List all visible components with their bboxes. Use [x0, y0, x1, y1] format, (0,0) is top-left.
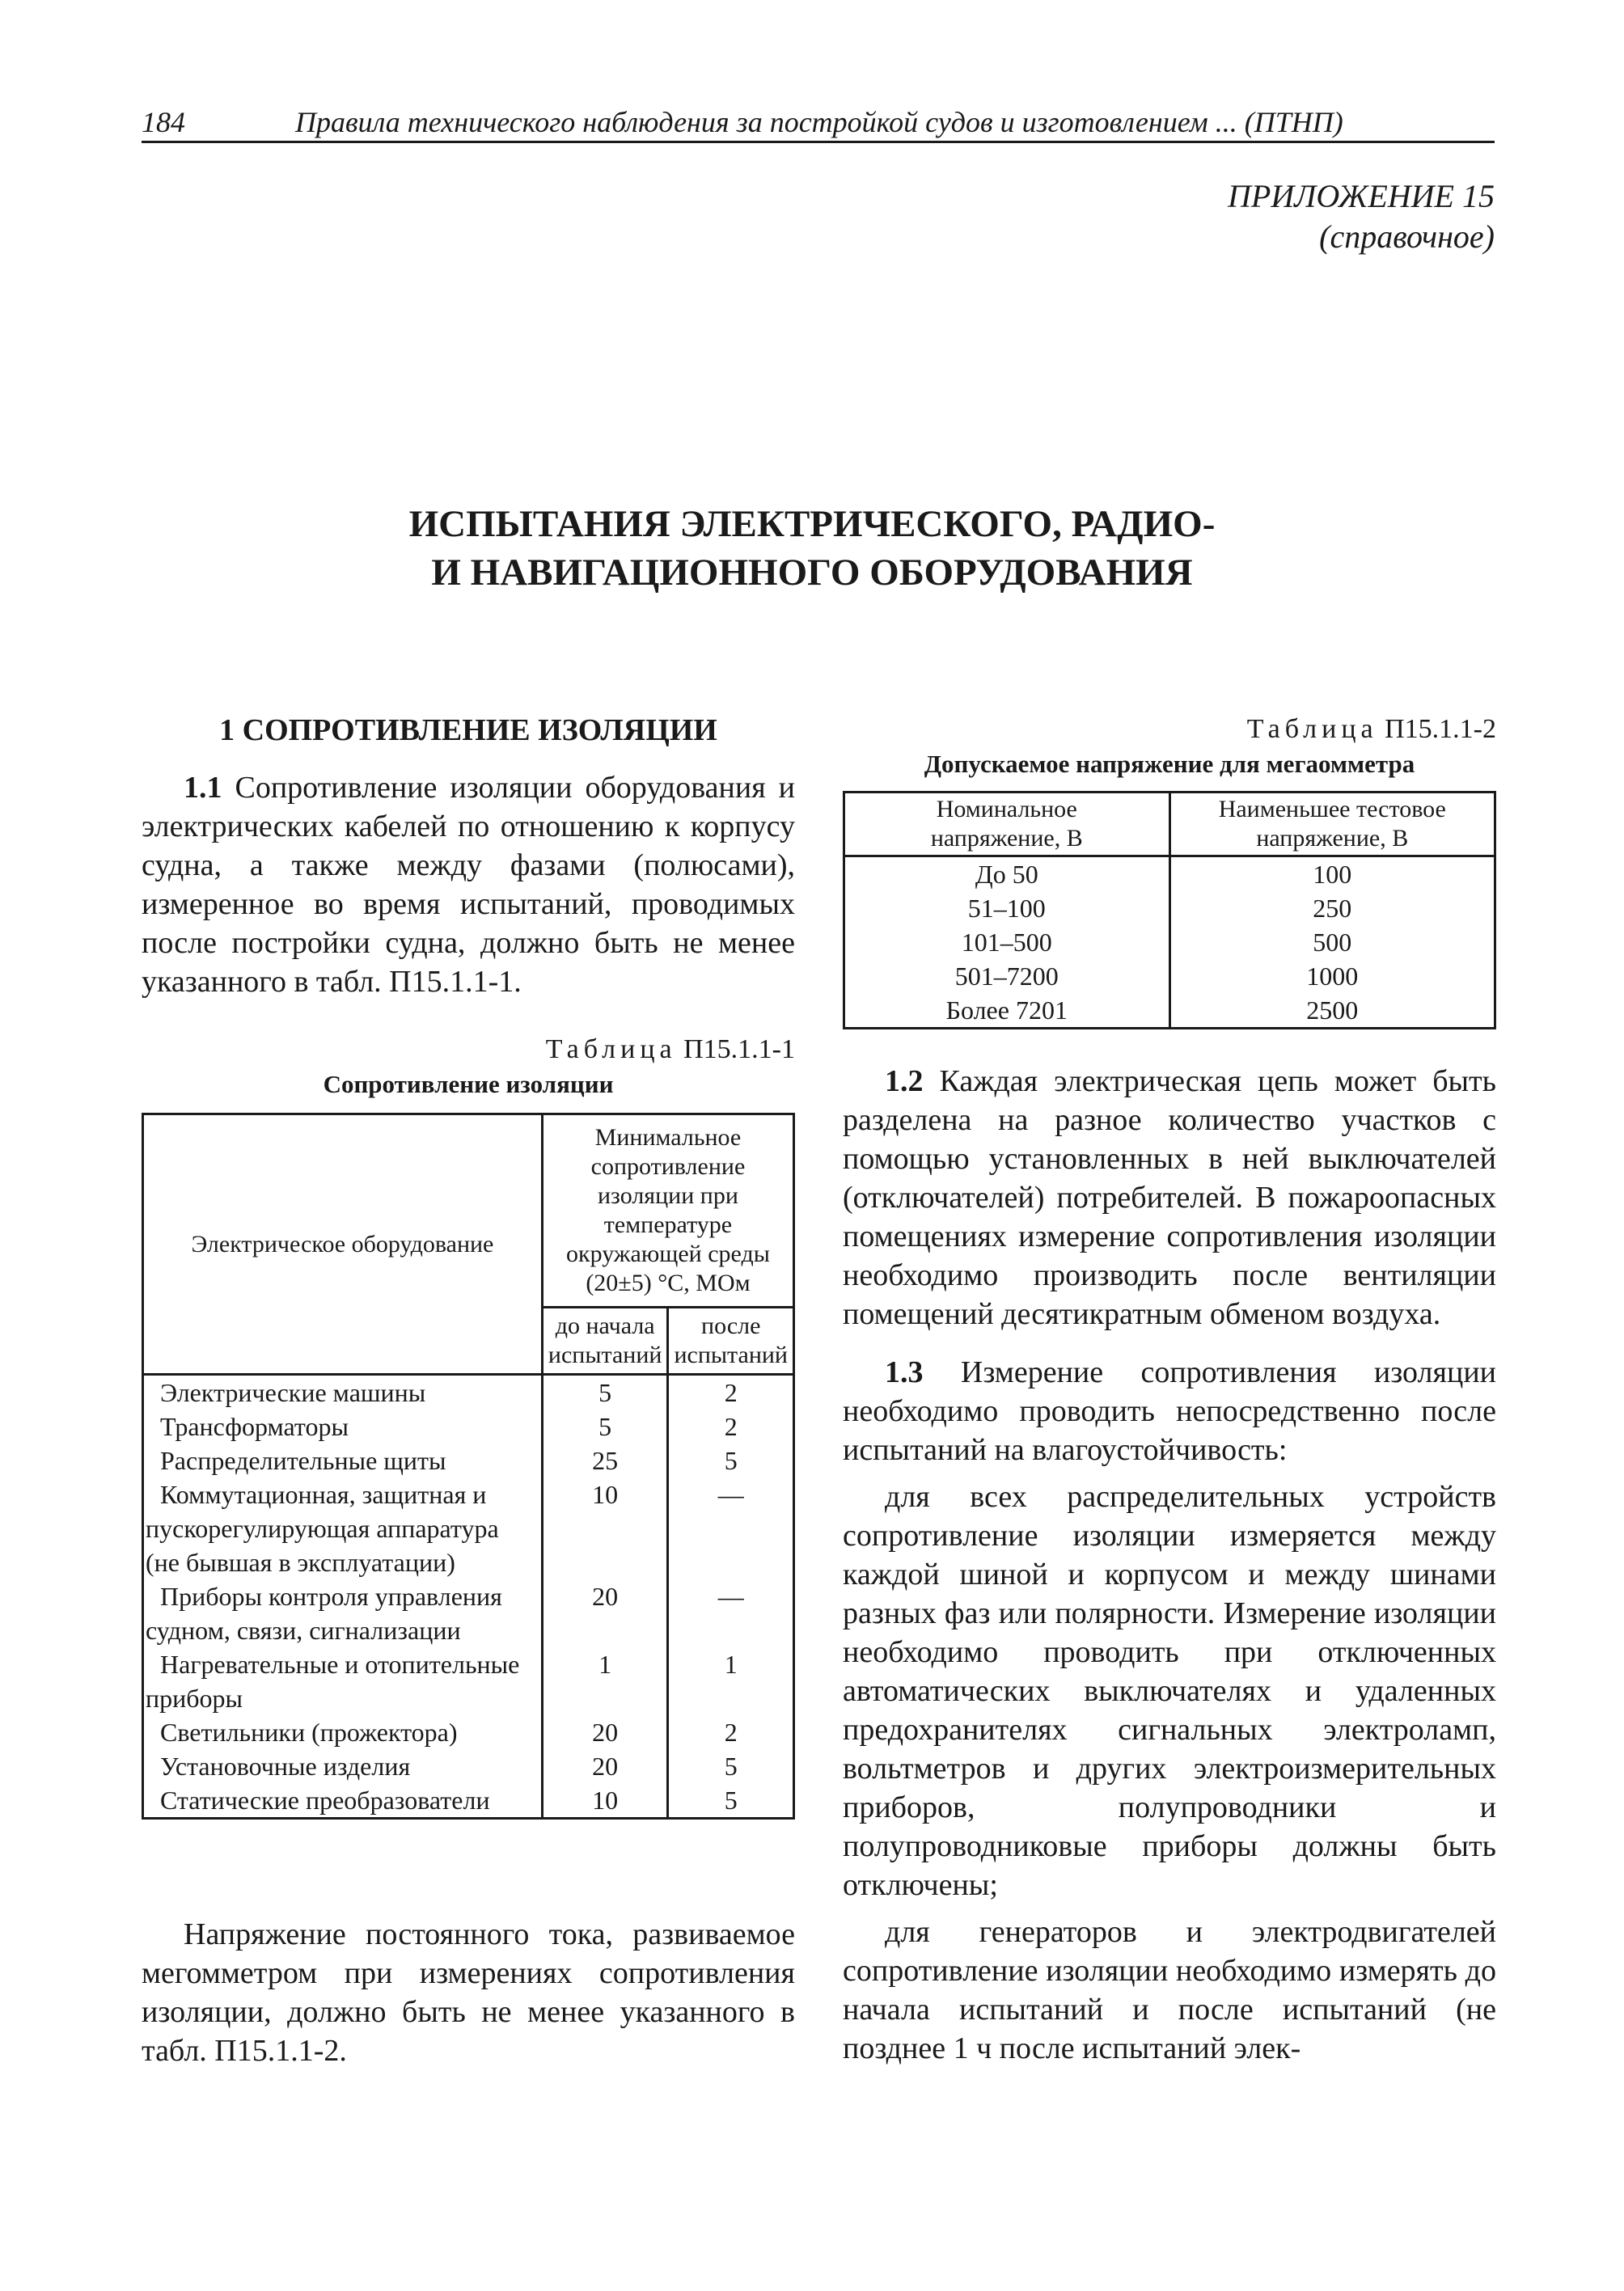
table1-caption-word: Таблица	[545, 1034, 677, 1064]
paragraph-voltage: Напряжение постоянного тока, развиваемое мегомметром при измерениях сопротивления изоляции, должно быть не менее указанного в табл. П15.1.1-2.	[142, 1917, 795, 2068]
section-heading: 1 СОПРОТИВЛЕНИЕ ИЗОЛЯЦИИ	[219, 713, 717, 747]
table1-title: Сопротивление изоляции	[323, 1070, 614, 1098]
paragraph-text: Измерение сопротивления изоляции необходимо проводить непосредственно после испытаний на влагоустойчивость:	[843, 1355, 1496, 1467]
table-row	[143, 1715, 794, 1749]
left-column	[142, 712, 795, 2070]
paragraph-switchboards: для всех распределительных устройств сопротивление изоляции измеряется между каждой шиной и корпусом и между шинами разных фаз или полярности. Измерение изоляции необходимо проводить при отключенных автоматических выключателях и удаленных предохранителях сигнальных электроламп, вольтметров и других электроизмерительных приборов, полупроводники и полупроводниковые приборы должны быть отключены;	[843, 1480, 1496, 1902]
header-rule	[142, 141, 1495, 143]
test-voltage-cell: 100	[1169, 856, 1495, 892]
table-row	[143, 1443, 794, 1477]
table-row	[844, 925, 1495, 959]
paragraph-1-1	[142, 768, 795, 1001]
before-cell: 1	[542, 1647, 668, 1715]
page-title	[0, 500, 1624, 597]
table-row	[143, 1477, 794, 1579]
table2-caption	[843, 712, 1496, 747]
paragraph-number: 1.2	[885, 1064, 924, 1098]
test-voltage-cell: 1000	[1169, 959, 1495, 993]
equipment-cell: Приборы контроля управления судном, связи, сигнализации	[143, 1579, 543, 1647]
before-cell: 5	[542, 1375, 668, 1410]
insulation-table-body	[143, 1375, 794, 1819]
table-row	[143, 1749, 794, 1783]
col-test-header: Наименьшее тестовое напряжение, В	[1169, 793, 1495, 856]
before-cell: 5	[542, 1410, 668, 1443]
paragraph-text: Каждая электрическая цепь может быть разделена на разное количество участков с помощью установленных в ней выключателей (отключателей) потребителей. В пожароопасных помещениях измерение сопротивления изоляции необходимо производить после вентиляции помещений десятикратным обменом воздуха.	[843, 1064, 1496, 1331]
page-title-line1: ИСПЫТАНИЯ ЭЛЕКТРИЧЕСКОГО, РАДИО-	[408, 503, 1216, 545]
after-cell: —	[668, 1477, 794, 1579]
after-cell: 2	[668, 1375, 794, 1410]
page-title-line2: И НАВИГАЦИОННОГО ОБОРУДОВАНИЯ	[431, 552, 1193, 594]
nominal-voltage-cell: Более 7201	[844, 993, 1170, 1029]
table-row	[844, 891, 1495, 925]
table-row	[844, 856, 1495, 892]
test-voltage-cell: 500	[1169, 925, 1495, 959]
megohmmeter-table	[843, 791, 1496, 1029]
paragraph-1-3	[843, 1353, 1496, 1469]
equipment-cell: Светильники (прожектора)	[143, 1715, 543, 1749]
col-before-header: до начала испытаний	[542, 1308, 668, 1375]
col-equipment-header: Электрическое оборудование	[143, 1114, 543, 1375]
col-after-header: после испытаний	[668, 1308, 794, 1375]
table1-caption-number: П15.1.1-1	[683, 1034, 795, 1064]
table2-caption-number: П15.1.1-2	[1385, 714, 1496, 744]
table-row	[143, 1375, 794, 1410]
paragraph-number: 1.3	[885, 1355, 924, 1389]
megohmmeter-table-body	[844, 856, 1495, 1029]
equipment-cell: Нагревательные и отопительные приборы	[143, 1647, 543, 1715]
test-voltage-cell: 2500	[1169, 993, 1495, 1029]
appendix-number: ПРИЛОЖЕНИЕ 15	[1228, 178, 1495, 214]
table2-caption-word: Таблица	[1246, 714, 1378, 744]
after-cell: 2	[668, 1410, 794, 1443]
paragraph-number: 1.1	[184, 771, 222, 805]
before-cell: 10	[542, 1783, 668, 1819]
test-voltage-cell: 250	[1169, 891, 1495, 925]
table1-caption	[142, 1032, 795, 1067]
table-row	[844, 959, 1495, 993]
paragraph-generators: для генераторов и электродвигателей сопротивление изоляции необходимо измерять до начала испытаний и после испытаний (не позднее 1 ч после испытаний элек-	[843, 1915, 1496, 2065]
table2-title: Допускаемое напряжение для мегаомметра	[924, 750, 1415, 778]
equipment-cell: Установочные изделия	[143, 1749, 543, 1783]
paragraph-text: Сопротивление изоляции оборудования и электрических кабелей по отношению к корпусу судна, а также между фазами (полюсами), измеренное во время испытаний, проводимых после постройки судна, должно быть не менее указанного в табл. П15.1.1-1.	[142, 771, 795, 999]
equipment-cell: Распределительные щиты	[143, 1443, 543, 1477]
after-cell: 5	[668, 1749, 794, 1783]
appendix-label	[1228, 176, 1495, 257]
table-row	[143, 1410, 794, 1443]
nominal-voltage-cell: 101–500	[844, 925, 1170, 959]
table-row	[143, 1783, 794, 1819]
paragraph-1-2	[843, 1062, 1496, 1334]
before-cell: 20	[542, 1715, 668, 1749]
nominal-voltage-cell: 501–7200	[844, 959, 1170, 993]
after-cell: 1	[668, 1647, 794, 1715]
nominal-voltage-cell: До 50	[844, 856, 1170, 892]
nominal-voltage-cell: 51–100	[844, 891, 1170, 925]
table-row	[844, 993, 1495, 1029]
after-cell: 5	[668, 1443, 794, 1477]
running-title: Правила технического наблюдения за постройкой судов и изготовлением ... (ПТНП)	[295, 106, 1343, 138]
after-cell: —	[668, 1579, 794, 1647]
before-cell: 10	[542, 1477, 668, 1579]
table-row	[143, 1579, 794, 1647]
before-cell: 25	[542, 1443, 668, 1477]
before-cell: 20	[542, 1579, 668, 1647]
before-cell: 20	[542, 1749, 668, 1783]
after-cell: 2	[668, 1715, 794, 1749]
page-number: 184	[142, 106, 185, 138]
equipment-cell: Коммутационная, защитная и пускорегулирующая аппаратура (не бывшая в эксплуатации)	[143, 1477, 543, 1579]
after-cell: 5	[668, 1783, 794, 1819]
equipment-cell: Электрические машины	[143, 1375, 543, 1410]
appendix-note: (справочное)	[1319, 218, 1495, 255]
equipment-cell: Статические преобразователи	[143, 1783, 543, 1819]
right-column	[843, 712, 1496, 2068]
equipment-cell: Трансформаторы	[143, 1410, 543, 1443]
col-min-resistance-header: Минимальное сопротивление изоляции при температуре окружающей среды (20±5) °С, МОм	[542, 1114, 793, 1308]
insulation-table	[142, 1113, 795, 1820]
table-row	[143, 1647, 794, 1715]
col-nominal-header: Номинальное напряжение, В	[844, 793, 1170, 856]
